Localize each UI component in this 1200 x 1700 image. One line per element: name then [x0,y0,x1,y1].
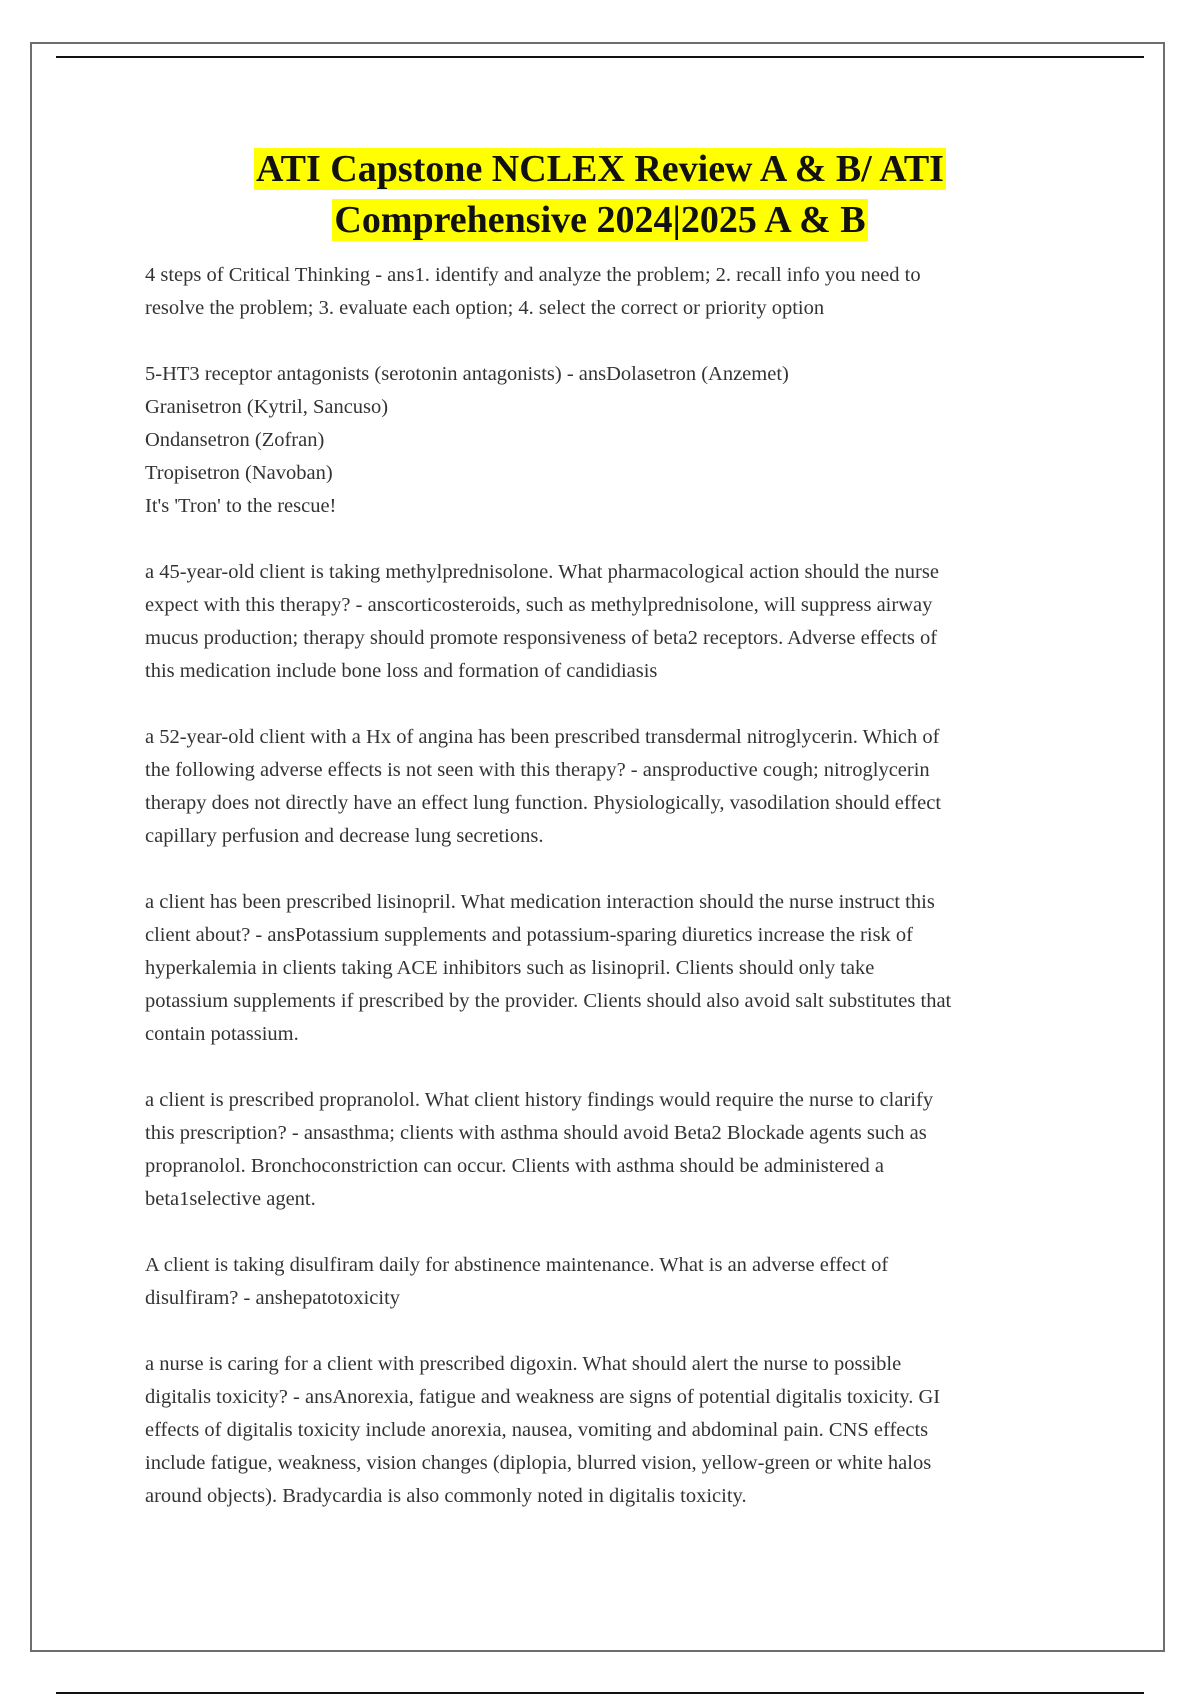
qa-entry-line: It's 'Tron' to the rescue! [145,495,337,517]
qa-entry-line: capillary perfusion and decrease lung secretions. [145,825,544,847]
qa-entry-line: a 52-year-old client with a Hx of angina has been prescribed transdermal nitroglycerin. Which of [145,726,940,748]
qa-entry-line: include fatigue, weakness, vision changes (diplopia, blurred vision, yellow-green or white halos [145,1452,932,1474]
qa-entry-line: A client is taking disulfiram daily for abstinence maintenance. What is an adverse effect of [145,1254,889,1276]
qa-entry-line: disulfiram? - anshepatotoxicity [145,1287,401,1309]
qa-entry-line: 4 steps of Critical Thinking - ans1. identify and analyze the problem; 2. recall info you need to [145,264,921,286]
qa-entry-line: mucus production; therapy should promote responsiveness of beta2 receptors. Adverse effects of [145,627,938,649]
qa-entry-line: Ondansetron (Zofran) [145,429,325,451]
qa-entry-line: propranolol. Bronchoconstriction can occur. Clients with asthma should be administered a [145,1155,884,1177]
qa-entry [145,1348,1075,1513]
qa-entry-line: contain potassium. [145,1023,299,1045]
header-rule [56,56,1144,58]
qa-entry-line: around objects). Bradycardia is also commonly noted in digitalis toxicity. [145,1485,747,1507]
qa-entry-line: client about? - ansPotassium supplements and potassium-sparing diuretics increase the risk of [145,924,914,946]
qa-entry [145,259,1075,325]
qa-entry-line: expect with this therapy? - anscorticosteroids, such as methylprednisolone, will suppress airway [145,594,933,616]
title-line-2: Comprehensive 2024|2025 A & B [334,199,866,241]
qa-entry [145,556,1075,688]
qa-entry-line: therapy does not directly have an effect lung function. Physiologically, vasodilation should effect [145,792,942,814]
qa-entry-line: resolve the problem; 3. evaluate each option; 4. select the correct or priority option [145,297,825,319]
qa-entry [145,1084,1075,1216]
document-title [100,144,1100,246]
qa-entry-line: a 45-year-old client is taking methylprednisolone. What pharmacological action should the nurse [145,561,939,583]
title-line-1: ATI Capstone NCLEX Review A & B/ ATI [256,148,944,190]
qa-entry-line: potassium supplements if prescribed by the provider. Clients should also avoid salt substitutes that [145,990,952,1012]
footer-rule [56,1692,1144,1694]
qa-entry [145,1249,1075,1315]
qa-entry-line: hyperkalemia in clients taking ACE inhibitors such as lisinopril. Clients should only take [145,957,875,979]
qa-entry-line: this prescription? - ansasthma; clients with asthma should avoid Beta2 Blockade agents such as [145,1122,927,1144]
qa-entry-line: a client is prescribed propranolol. What client history findings would require the nurse to clarify [145,1089,934,1111]
qa-entry-line: effects of digitalis toxicity include anorexia, nausea, vomiting and abdominal pain. CNS effects [145,1419,929,1441]
qa-entry-line: the following adverse effects is not seen with this therapy? - ansproductive cough; nitroglycerin [145,759,930,781]
qa-entry [145,886,1075,1051]
qa-entry-line: 5-HT3 receptor antagonists (serotonin antagonists) - ansDolasetron (Anzemet) [145,363,789,385]
qa-entry [145,358,1075,523]
qa-entry [145,721,1075,853]
qa-entry-line: beta1selective agent. [145,1188,316,1210]
qa-entry-line: digitalis toxicity? - ansAnorexia, fatigue and weakness are signs of potential digitalis toxicity. GI [145,1386,941,1408]
qa-entry-line: Granisetron (Kytril, Sancuso) [145,396,389,418]
qa-entry-line: Tropisetron (Navoban) [145,462,333,484]
qa-entry-line: a nurse is caring for a client with prescribed digoxin. What should alert the nurse to possible [145,1353,902,1375]
document-body [145,259,1075,1546]
qa-entry-line: a client has been prescribed lisinopril. What medication interaction should the nurse instruct this [145,891,935,913]
qa-entry-line: this medication include bone loss and formation of candidiasis [145,660,658,682]
